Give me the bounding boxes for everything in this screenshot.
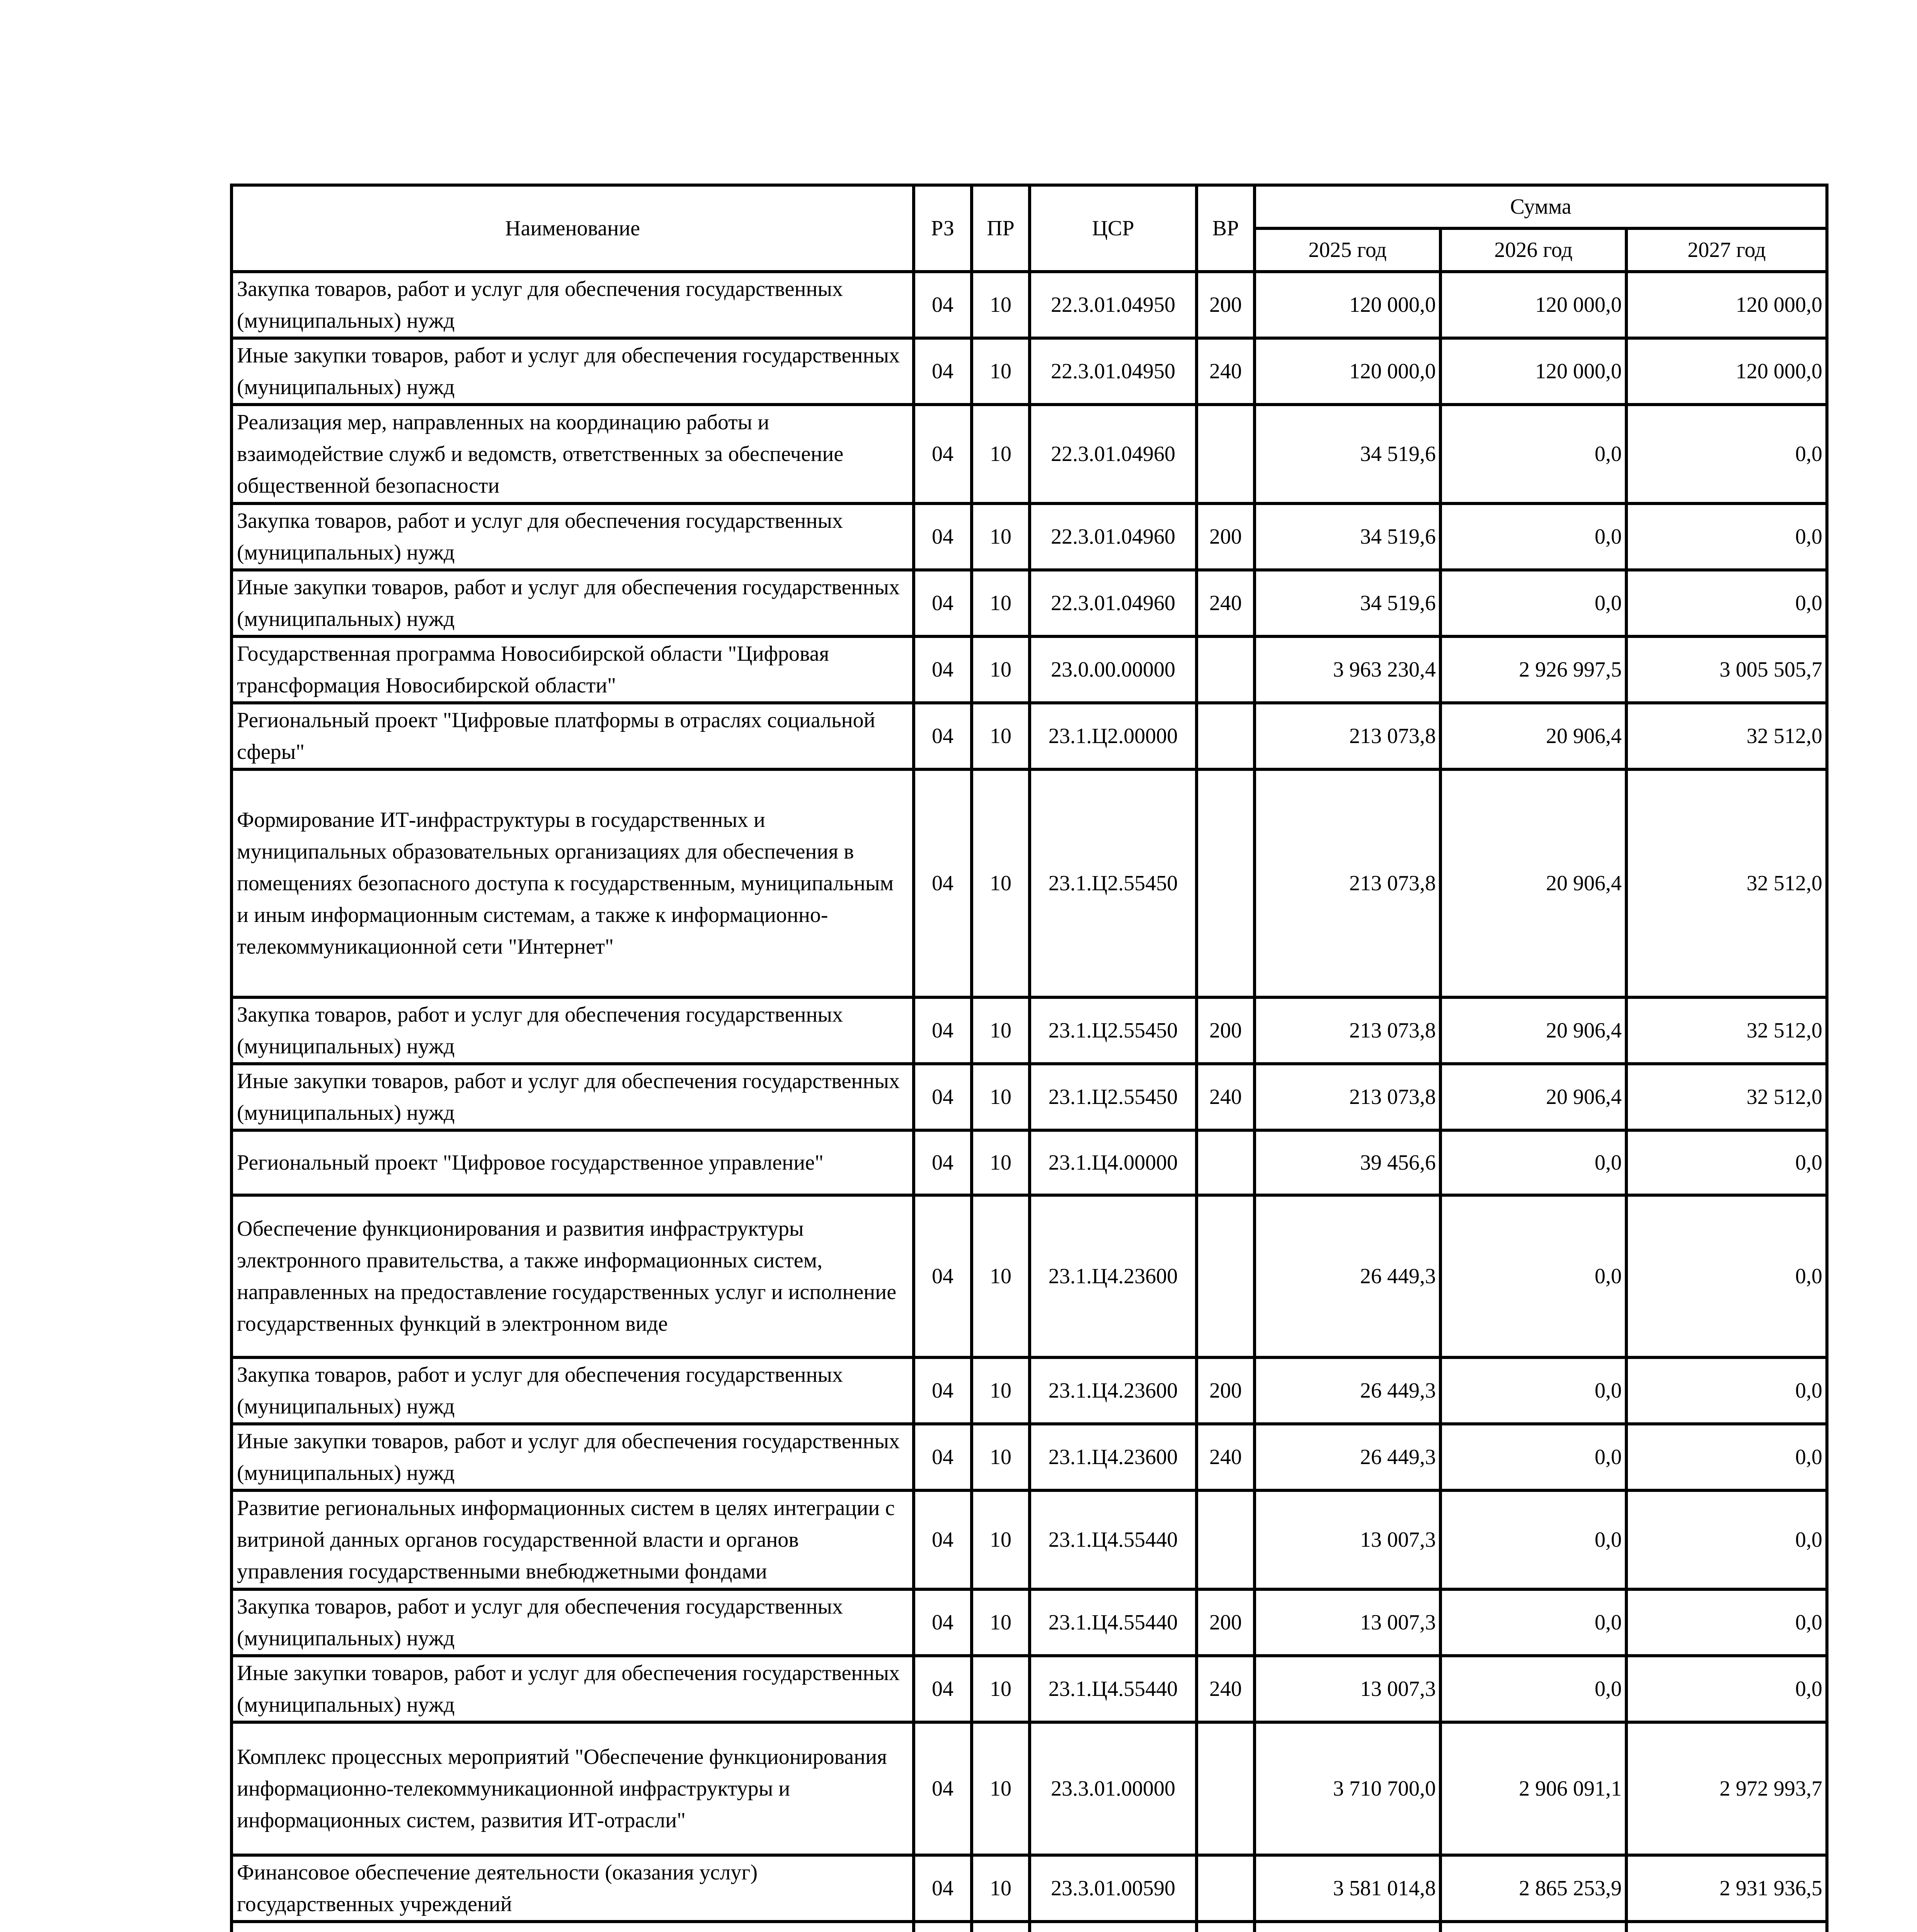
row-2027: 32 512,0 (1626, 769, 1827, 997)
row-2026: 2 865 253,9 (1440, 1855, 1626, 1922)
row-2027: 0,0 (1626, 405, 1827, 503)
row-csr: 23.1.Ц4.23600 (1030, 1357, 1197, 1424)
row-2025: 34 519,6 (1255, 570, 1440, 636)
table-row (232, 1130, 1827, 1195)
row-vr (1197, 1722, 1255, 1855)
row-2025: 13 007,3 (1255, 1490, 1440, 1589)
row-name: Закупка товаров, работ и услуг для обеспечения государственных (муниципальных) нужд (232, 1357, 914, 1424)
row-csr: 23.1.Ц2.55450 (1030, 997, 1197, 1064)
row-2026: 0,0 (1440, 405, 1626, 503)
row-2026: 2 926 997,5 (1440, 636, 1626, 703)
row-vr (1197, 1855, 1255, 1922)
row-name: Региональный проект "Цифровые платформы в отраслях социальной сферы" (232, 703, 914, 769)
header-vr: ВР (1197, 185, 1255, 272)
row-2027: 2 972 993,7 (1626, 1722, 1827, 1855)
row-2025: 34 519,6 (1255, 405, 1440, 503)
header-2027: 2027 год (1626, 228, 1827, 272)
row-2025: 26 449,3 (1255, 1357, 1440, 1424)
row-2025: 34 519,6 (1255, 503, 1440, 570)
row-rz: 04 (914, 1656, 972, 1722)
table-row (232, 769, 1827, 997)
row-csr: 23.3.01.00590 (1030, 1855, 1197, 1922)
row-2027: 0,0 (1626, 1656, 1827, 1722)
row-2027: 0,0 (1626, 570, 1827, 636)
row-rz: 04 (914, 570, 972, 636)
row-csr: 23.1.Ц2.00000 (1030, 703, 1197, 769)
budget-table (230, 184, 1828, 1932)
row-2025: 213 073,8 (1255, 703, 1440, 769)
row-2025: 213 073,8 (1255, 997, 1440, 1064)
row-csr: 23.1.Ц4.23600 (1030, 1424, 1197, 1490)
row-pr: 10 (972, 636, 1030, 703)
row-rz: 04 (914, 1064, 972, 1130)
row-vr (1197, 769, 1255, 997)
row-name: Иные закупки товаров, работ и услуг для обеспечения государственных (муниципальных) нужд (232, 338, 914, 405)
row-csr: 22.3.01.04960 (1030, 503, 1197, 570)
row-2026: 0,0 (1440, 1656, 1626, 1722)
row-vr: 240 (1197, 1424, 1255, 1490)
row-vr: 240 (1197, 1064, 1255, 1130)
row-vr (1197, 1195, 1255, 1357)
row-vr: 240 (1197, 1656, 1255, 1722)
row-2027: 0,0 (1626, 1490, 1827, 1589)
row-2027: 0,0 (1626, 1357, 1827, 1424)
row-vr (1197, 703, 1255, 769)
row-2027: 120 000,0 (1626, 272, 1827, 338)
table-row (232, 503, 1827, 570)
row-rz (914, 1922, 972, 1932)
header-csr: ЦСР (1030, 185, 1197, 272)
row-rz: 04 (914, 1722, 972, 1855)
table-row (232, 1357, 1827, 1424)
row-2026: 20 906,4 (1440, 769, 1626, 997)
row-csr: 22.3.01.04950 (1030, 272, 1197, 338)
row-2027: 0,0 (1626, 1130, 1827, 1195)
row-pr: 10 (972, 1195, 1030, 1357)
row-2025 (1255, 1922, 1440, 1932)
row-pr: 10 (972, 570, 1030, 636)
row-2025: 26 449,3 (1255, 1195, 1440, 1357)
table-body (232, 272, 1827, 1932)
row-name: Иные закупки товаров, работ и услуг для обеспечения государственных (муниципальных) нужд (232, 570, 914, 636)
row-2026 (1440, 1922, 1626, 1932)
table-row (232, 570, 1827, 636)
row-2026: 0,0 (1440, 1195, 1626, 1357)
table-row (232, 1195, 1827, 1357)
row-vr (1197, 1490, 1255, 1589)
row-2026: 20 906,4 (1440, 1064, 1626, 1130)
row-pr: 10 (972, 769, 1030, 997)
row-2025: 26 449,3 (1255, 1424, 1440, 1490)
row-name: Обеспечение функционирования и развития инфраструктуры электронного правительства, а также информационных систем, направленных на предоставление государственных услуг и исполнение государственных функций в электронном виде (232, 1195, 914, 1357)
row-pr: 10 (972, 1656, 1030, 1722)
row-csr: 23.0.00.00000 (1030, 636, 1197, 703)
row-2025: 3 710 700,0 (1255, 1722, 1440, 1855)
row-name: Развитие региональных информационных систем в целях интеграции с витриной данных органов государственной власти и органов управления государственными внебюджетными фондами (232, 1490, 914, 1589)
row-2026: 0,0 (1440, 1589, 1626, 1656)
row-pr: 10 (972, 405, 1030, 503)
row-2026: 20 906,4 (1440, 703, 1626, 769)
row-2026: 0,0 (1440, 1424, 1626, 1490)
row-2027 (1626, 1922, 1827, 1932)
row-pr: 10 (972, 272, 1030, 338)
table-row (232, 1490, 1827, 1589)
row-pr: 10 (972, 1357, 1030, 1424)
row-csr: 22.3.01.04960 (1030, 405, 1197, 503)
row-csr: 22.3.01.04950 (1030, 338, 1197, 405)
row-pr: 10 (972, 503, 1030, 570)
table-row (232, 1855, 1827, 1922)
row-2025: 120 000,0 (1255, 338, 1440, 405)
row-rz: 04 (914, 769, 972, 997)
table-row (232, 272, 1827, 338)
row-name: Формирование ИТ-инфраструктуры в государственных и муниципальных образовательных организациях для обеспечения в помещениях безопасного доступа к государственным, муниципальным и иным информационным системам, а также к информационно-телекоммуникационной сети "Интернет" (232, 769, 914, 997)
row-vr: 240 (1197, 338, 1255, 405)
row-2025: 13 007,3 (1255, 1589, 1440, 1656)
row-2027: 0,0 (1626, 1589, 1827, 1656)
table-row (232, 405, 1827, 503)
row-rz: 04 (914, 703, 972, 769)
row-rz: 04 (914, 636, 972, 703)
row-vr (1197, 636, 1255, 703)
row-pr: 10 (972, 1855, 1030, 1922)
row-name: Закупка товаров, работ и услуг для обеспечения государственных (муниципальных) нужд (232, 997, 914, 1064)
row-rz: 04 (914, 997, 972, 1064)
row-vr (1197, 405, 1255, 503)
row-2026: 0,0 (1440, 503, 1626, 570)
row-2025: 13 007,3 (1255, 1656, 1440, 1722)
row-vr: 200 (1197, 503, 1255, 570)
table-row (232, 997, 1827, 1064)
row-csr: 23.1.Ц4.55440 (1030, 1490, 1197, 1589)
row-pr: 10 (972, 338, 1030, 405)
table-row (232, 703, 1827, 769)
row-pr: 10 (972, 703, 1030, 769)
row-rz: 04 (914, 1490, 972, 1589)
row-csr (1030, 1922, 1197, 1932)
row-pr: 10 (972, 1722, 1030, 1855)
row-csr: 23.3.01.00000 (1030, 1722, 1197, 1855)
row-2025: 120 000,0 (1255, 272, 1440, 338)
table-row (232, 1589, 1827, 1656)
row-rz: 04 (914, 1589, 972, 1656)
row-2026: 20 906,4 (1440, 997, 1626, 1064)
row-rz: 04 (914, 1424, 972, 1490)
row-vr: 200 (1197, 997, 1255, 1064)
row-2027: 32 512,0 (1626, 703, 1827, 769)
row-vr: 200 (1197, 272, 1255, 338)
row-csr: 23.1.Ц2.55450 (1030, 769, 1197, 997)
row-name (232, 1922, 914, 1932)
row-2027: 0,0 (1626, 1195, 1827, 1357)
row-2026: 0,0 (1440, 570, 1626, 636)
row-2027: 3 005 505,7 (1626, 636, 1827, 703)
row-rz: 04 (914, 1855, 972, 1922)
row-rz: 04 (914, 272, 972, 338)
row-name: Закупка товаров, работ и услуг для обеспечения государственных (муниципальных) нужд (232, 272, 914, 338)
header-name: Наименование (232, 185, 914, 272)
row-2025: 39 456,6 (1255, 1130, 1440, 1195)
row-name: Комплекс процессных мероприятий "Обеспечение функционирования информационно-телекоммуникационной инфраструктуры и информационных систем, развития ИТ-отрасли" (232, 1722, 914, 1855)
table-row (232, 1722, 1827, 1855)
row-pr: 10 (972, 1130, 1030, 1195)
row-vr (1197, 1130, 1255, 1195)
row-csr: 23.1.Ц4.55440 (1030, 1589, 1197, 1656)
table-row (232, 1656, 1827, 1722)
row-2027: 32 512,0 (1626, 1064, 1827, 1130)
row-csr: 23.1.Ц2.55450 (1030, 1064, 1197, 1130)
row-rz: 04 (914, 1195, 972, 1357)
row-2026: 120 000,0 (1440, 272, 1626, 338)
row-name: Реализация мер, направленных на координацию работы и взаимодействие служб и ведомств, ответственных за обеспечение общественной безопасности (232, 405, 914, 503)
row-rz: 04 (914, 503, 972, 570)
row-pr: 10 (972, 1589, 1030, 1656)
row-2027: 32 512,0 (1626, 997, 1827, 1064)
row-rz: 04 (914, 405, 972, 503)
row-csr: 23.1.Ц4.55440 (1030, 1656, 1197, 1722)
header-sum: Сумма (1255, 185, 1827, 228)
row-2026: 0,0 (1440, 1490, 1626, 1589)
row-2025: 3 581 014,8 (1255, 1855, 1440, 1922)
table-row (232, 1922, 1827, 1932)
row-rz: 04 (914, 1357, 972, 1424)
row-name: Государственная программа Новосибирской области "Цифровая трансформация Новосибирской области" (232, 636, 914, 703)
row-pr (972, 1922, 1030, 1932)
row-2026: 0,0 (1440, 1357, 1626, 1424)
row-2027: 0,0 (1626, 1424, 1827, 1490)
row-name: Закупка товаров, работ и услуг для обеспечения государственных (муниципальных) нужд (232, 503, 914, 570)
row-name: Иные закупки товаров, работ и услуг для обеспечения государственных (муниципальных) нужд (232, 1064, 914, 1130)
row-pr: 10 (972, 1424, 1030, 1490)
row-vr (1197, 1922, 1255, 1932)
row-name: Иные закупки товаров, работ и услуг для обеспечения государственных (муниципальных) нужд (232, 1656, 914, 1722)
row-vr: 200 (1197, 1589, 1255, 1656)
table-row (232, 1064, 1827, 1130)
row-name: Закупка товаров, работ и услуг для обеспечения государственных (муниципальных) нужд (232, 1589, 914, 1656)
row-2026: 120 000,0 (1440, 338, 1626, 405)
row-vr: 240 (1197, 570, 1255, 636)
row-pr: 10 (972, 1064, 1030, 1130)
table-row (232, 338, 1827, 405)
header-pr: ПР (972, 185, 1030, 272)
row-vr: 200 (1197, 1357, 1255, 1424)
row-2027: 0,0 (1626, 503, 1827, 570)
header-2025: 2025 год (1255, 228, 1440, 272)
row-2025: 213 073,8 (1255, 1064, 1440, 1130)
row-name: Иные закупки товаров, работ и услуг для обеспечения государственных (муниципальных) нужд (232, 1424, 914, 1490)
table-row (232, 636, 1827, 703)
row-pr: 10 (972, 1490, 1030, 1589)
row-2026: 0,0 (1440, 1130, 1626, 1195)
row-csr: 23.1.Ц4.23600 (1030, 1195, 1197, 1357)
row-rz: 04 (914, 338, 972, 405)
row-csr: 23.1.Ц4.00000 (1030, 1130, 1197, 1195)
row-csr: 22.3.01.04960 (1030, 570, 1197, 636)
row-rz: 04 (914, 1130, 972, 1195)
row-2025: 3 963 230,4 (1255, 636, 1440, 703)
row-name: Финансовое обеспечение деятельности (оказания услуг) государственных учреждений (232, 1855, 914, 1922)
row-2027: 2 931 936,5 (1626, 1855, 1827, 1922)
row-name: Региональный проект "Цифровое государственное управление" (232, 1130, 914, 1195)
row-2027: 120 000,0 (1626, 338, 1827, 405)
row-2025: 213 073,8 (1255, 769, 1440, 997)
row-pr: 10 (972, 997, 1030, 1064)
header-rz: РЗ (914, 185, 972, 272)
row-2026: 2 906 091,1 (1440, 1722, 1626, 1855)
header-2026: 2026 год (1440, 228, 1626, 272)
table-row (232, 1424, 1827, 1490)
